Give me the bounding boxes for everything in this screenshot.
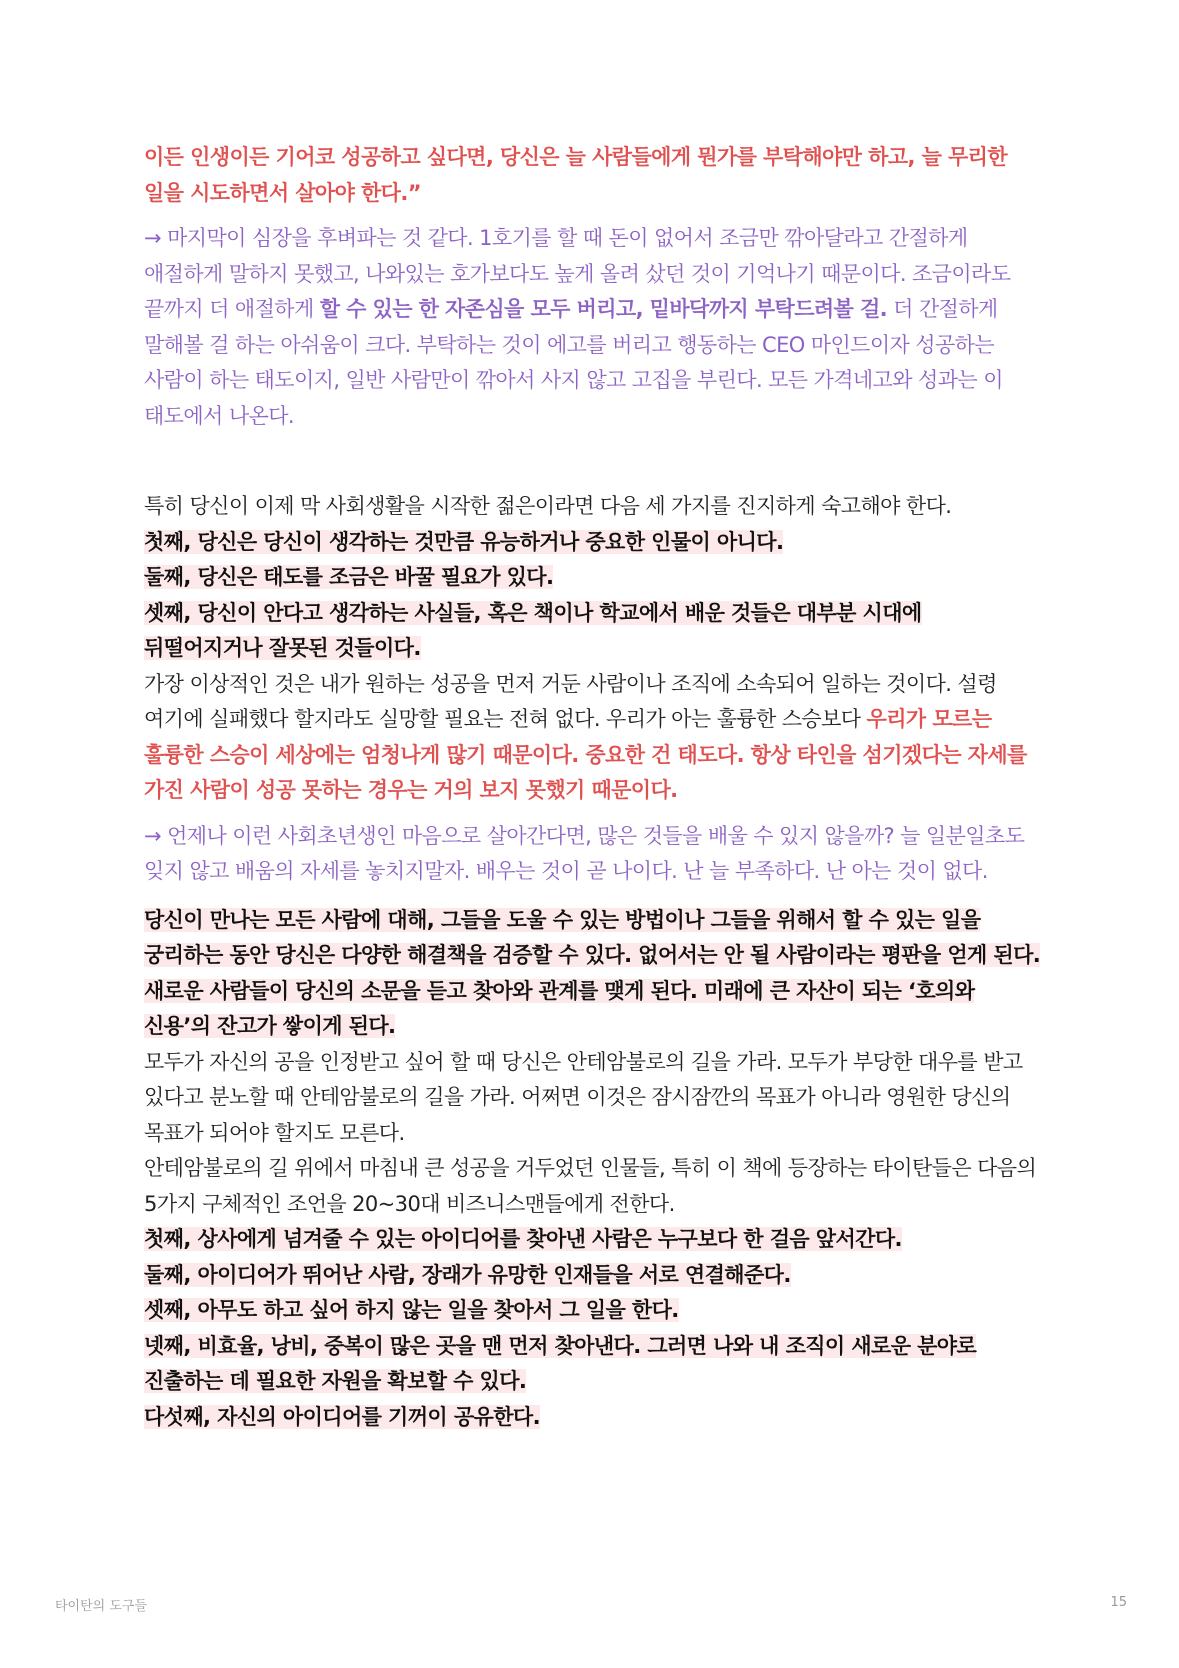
- highlighted-text: 셋째, 아무도 하고 싶어 하지 않는 일을 찾아서 그 일을 한다.: [144, 1298, 679, 1322]
- titan-advice-item: [144, 1329, 1044, 1400]
- highlighted-text: 셋째, 당신이 안다고 생각하는 사실들, 혹은 책이나 학교에서 배운 것들은 대부분 시대에 뒤떨어지거나 잘못된 것들이다.: [144, 600, 922, 660]
- highlighted-text: 둘째, 아이디어가 뛰어난 사람, 장래가 유망한 인재들을 서로 연결해준다.: [144, 1262, 791, 1287]
- anteambulo-paragraph: 모두가 자신의 공을 인정받고 싶어 할 때 당신은 안테암불로의 길을 가라. 모두가 부당한 대우를 받고 있다고 분노할 때 안테암불로의 길을 가라. 어쩌면 이것은 잠시잠깐의 목표가 아니라 영원한 당신의 목표가 되어야 할지도 모른다.: [144, 1049, 1023, 1145]
- titan-advice-item: [144, 1258, 1044, 1294]
- highlighted-text: 첫째, 당신은 당신이 생각하는 것만큼 유능하거나 중요한 인물이 아니다.: [144, 529, 784, 554]
- emphasis-text: 우리가 모르는 훌륭한 스승이 세상에는 엄청나게 많기 때문이다. 중요한 건 태도다. 항상 타인을 섬기겠다는 자세를 가진 사람이 성공 못하는 경우는 거의 보지 못했기 때문이다.: [144, 707, 1027, 802]
- highlighted-text: 넷째, 비효율, 낭비, 중복이 많은 곳을 맨 먼저 찾아낸다. 그러면 나와 내 조직이 새로운 분야로 진출하는 데 필요한 자원을 확보할 수 있다.: [144, 1333, 977, 1393]
- reflection-text: 더 간절하게 말해볼 걸 하는 아쉬움이 크다. 부탁하는 것이 에고를 버리고 행동하는 CEO 마인드이자 성공하는 사람이 하는 태도이지, 일반 사람만이 깎아서 사지 않고 고집을 부린다. 모든 가격네고와 성과는 이 태도에서 나온다.: [144, 297, 1003, 428]
- quote-ending: 이든 인생이든 기어코 성공하고 싶다면, 당신은 늘 사람들에게 뭔가를 부탁해야만 하고, 늘 무리한 일을 시도하면서 살아야 한다.”: [144, 145, 1008, 205]
- highlighted-text: 당신이 만나는 모든 사람에 대해, 그들을 도울 수 있는 방법이나 그들을 위해서 할 수 있는 일을 궁리하는 동안 당신은 다양한 해결책을 검증할 수 있다. 없어서는 안 될 사람이라는 평판을 얻게 된다. 새로운 사람들이 당신의 소문을 듣고 찾아와 관계를 맺게 된다. 미래에 큰 자산이 되는 ‘호의와 신용’의 잔고가 쌓이게 된다.: [144, 907, 1041, 1038]
- body-text: 가장 이상적인 것은 내가 원하는 성공을 먼저 거둔 사람이나 조직에 소속되어 일하는 것이다. 설령 여기에 실패했다 할지라도 실망할 필요는 전혀 없다. 우리가 아는 훌륭한 스승보다: [144, 671, 997, 731]
- helping-paragraph: [144, 903, 1044, 1045]
- titans-advice-intro: 안테암불로의 길 위에서 마침내 큰 성공을 거두었던 인물들, 특히 이 책에 등장하는 타이탄들은 다음의 5가지 구체적인 조언을 20~30대 비즈니스맨들에게 전한다.: [144, 1156, 1037, 1216]
- titan-advice-item: [144, 1222, 1044, 1258]
- highlighted-text: 다섯째, 자신의 아이디어를 기꺼이 공유한다.: [144, 1404, 540, 1429]
- advice-list-item: [144, 596, 1044, 667]
- highlighted-text: 둘째, 당신은 태도를 조금은 바꿀 필요가 있다.: [144, 565, 554, 589]
- teacher-paragraph: [144, 667, 1044, 809]
- document-body: [144, 140, 1044, 1435]
- footer-book-title: 타이탄의 도구들: [55, 1599, 148, 1614]
- reflection-note-2: → 언제나 이런 사회초년생인 마음으로 살아간다면, 많은 것들을 배울 수 있지 않을까? 늘 일분일초도 잊지 않고 배움의 자세를 놓치지말자. 배우는 것이 곧 나이다. 난 늘 부족하다. 난 아는 것이 없다.: [144, 823, 1025, 883]
- titan-advice-item: [144, 1293, 1044, 1329]
- highlighted-text: 첫째, 상사에게 넘겨줄 수 있는 아이디어를 찾아낸 사람은 누구보다 한 걸음 앞서간다.: [144, 1227, 902, 1251]
- advice-list-item: [144, 560, 1044, 596]
- advice-list-item: [144, 525, 1044, 561]
- reflection-text: → 마지막이 심장을 후벼파는 것 같다. 1호기를 할 때 돈이 없어서 조금만 깎아달라고 간절하게 애절하게 말하지 못했고, 나와있는 호가보다도 높게 올려 샀던 것이 기억나기 때문이다. 조금이라도 끝까지 더 애절하게: [144, 226, 1011, 321]
- reflection-note-1: [144, 221, 1044, 434]
- intro-paragraph: 특히 당신이 이제 막 사회생활을 시작한 젊은이라면 다음 세 가지를 진지하게 숙고해야 한다.: [144, 494, 952, 518]
- footer-page-number: 15: [1110, 1595, 1127, 1610]
- reflection-emphasis: 할 수 있는 한 자존심을 모두 버리고, 밑바닥까지 부탁드려볼 걸.: [319, 297, 888, 321]
- titan-advice-item: [144, 1400, 1044, 1436]
